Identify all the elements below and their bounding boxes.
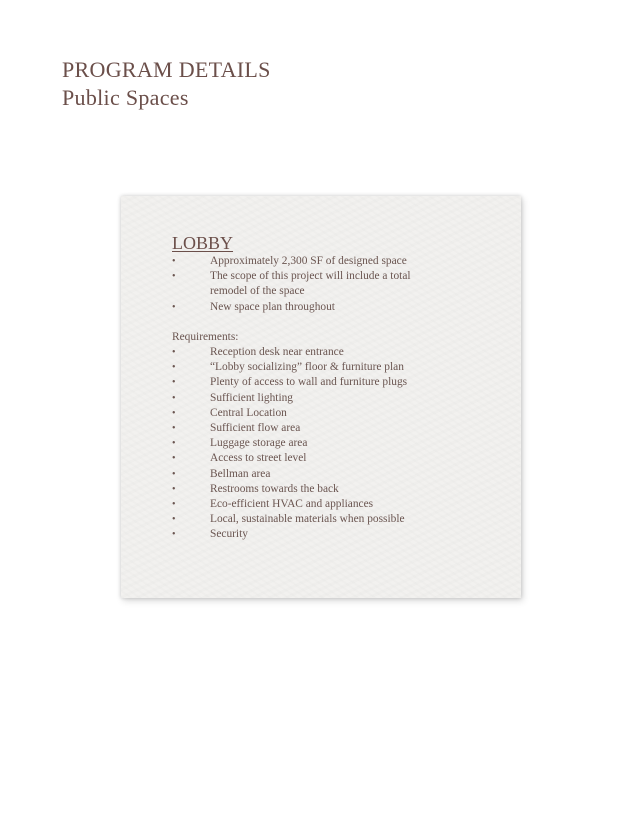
requirement-text: Plenty of access to wall and furniture plugs: [210, 376, 408, 389]
requirement-item: [172, 467, 502, 482]
requirement-text: Eco-efficient HVAC and appliances: [210, 498, 374, 511]
requirement-item: [172, 436, 502, 451]
bullet-icon: •: [172, 271, 176, 283]
bullet-icon: •: [172, 453, 176, 465]
requirement-item: [172, 482, 502, 497]
requirement-item: [172, 375, 502, 390]
overview-item-text: New space plan throughout: [210, 300, 335, 313]
bullet-icon: •: [172, 377, 176, 389]
requirements-label: Requirements:: [172, 330, 239, 343]
requirement-text: Sufficient lighting: [210, 391, 293, 404]
overview-list: [172, 254, 502, 315]
lobby-card: [121, 196, 521, 598]
requirement-text: Bellman area: [210, 467, 271, 480]
requirement-item: [172, 345, 502, 360]
requirement-item: [172, 421, 502, 436]
requirement-text: Access to street level: [210, 452, 307, 465]
requirements-list: [172, 345, 502, 543]
bullet-icon: •: [172, 468, 176, 480]
bullet-icon: •: [172, 301, 176, 313]
requirement-text: Security: [210, 528, 248, 541]
requirement-text: Restrooms towards the back: [210, 482, 339, 495]
bullet-icon: •: [172, 392, 176, 404]
requirement-text: Luggage storage area: [210, 437, 308, 450]
page-subtitle: Public Spaces: [62, 85, 189, 110]
section-title-lobby: LOBBY: [172, 233, 234, 253]
requirement-item: [172, 406, 502, 421]
bullet-icon: •: [172, 438, 176, 450]
overview-item-text: The scope of this project will include a total: [210, 270, 411, 283]
requirement-item: [172, 512, 502, 527]
requirement-text: Local, sustainable materials when possible: [210, 513, 405, 526]
bullet-icon: •: [172, 514, 176, 526]
requirement-item: [172, 360, 502, 375]
requirement-text: Reception desk near entrance: [210, 346, 344, 359]
bullet-icon: •: [172, 347, 176, 359]
page-title: PROGRAM DETAILS: [62, 57, 271, 82]
page-heading: [62, 56, 271, 112]
requirement-item: [172, 527, 502, 542]
requirement-text: Central Location: [210, 406, 287, 419]
bullet-icon: •: [172, 407, 176, 419]
requirement-text: “Lobby socializing” floor & furniture plan: [210, 361, 404, 374]
bullet-icon: •: [172, 423, 176, 435]
bullet-icon: •: [172, 256, 176, 267]
requirement-item: [172, 497, 502, 512]
requirement-text: Sufficient flow area: [210, 422, 301, 435]
requirement-item: [172, 391, 502, 406]
bullet-icon: •: [172, 529, 176, 541]
bullet-icon: •: [172, 362, 176, 374]
bullet-icon: •: [172, 499, 176, 511]
lobby-card-content: [172, 233, 502, 543]
overview-item: [172, 269, 502, 299]
overview-item-text: Approximately 2,300 SF of designed space: [210, 255, 407, 267]
bullet-icon: •: [172, 483, 176, 495]
overview-item: [172, 300, 502, 315]
overview-item: [172, 254, 502, 269]
requirement-item: [172, 451, 502, 466]
overview-item-text-continued: remodel of the space: [210, 285, 305, 298]
